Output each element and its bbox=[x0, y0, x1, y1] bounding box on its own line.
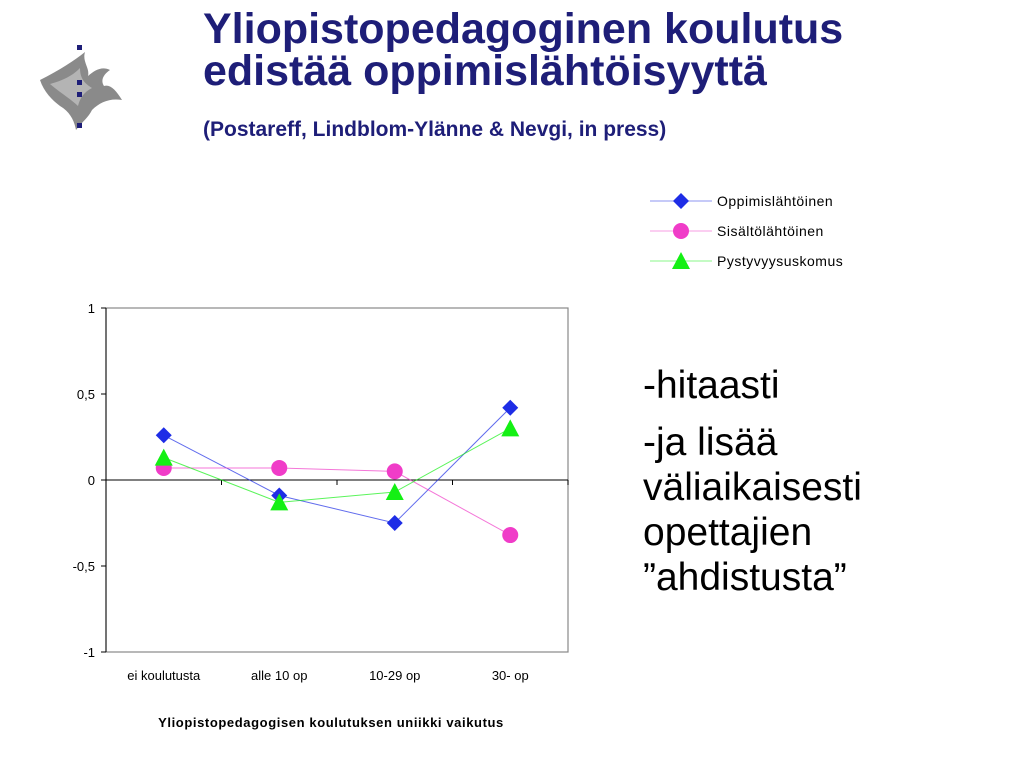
legend-label: Pystyvyysuskomus bbox=[717, 253, 844, 269]
y-tick-label: 1 bbox=[87, 301, 95, 316]
x-tick-label: 10-29 op bbox=[369, 668, 421, 683]
data-point bbox=[271, 460, 287, 476]
y-tick-label: 0 bbox=[87, 473, 95, 488]
y-tick-label: -0,5 bbox=[72, 559, 95, 574]
data-point bbox=[502, 527, 518, 543]
y-tick-label: 0,5 bbox=[76, 387, 95, 402]
slide-notes bbox=[643, 363, 1003, 612]
x-tick-label: alle 10 op bbox=[251, 668, 308, 683]
legend-label: Sisältölähtöinen bbox=[717, 223, 824, 239]
x-tick-label: ei koulutusta bbox=[127, 668, 201, 683]
title-line-1: Yliopistopedagoginen koulutus bbox=[203, 5, 844, 53]
note-item: -hitaasti bbox=[643, 364, 780, 407]
page-subtitle: (Postareff, Lindblom-Ylänne & Nevgi, in press) bbox=[203, 118, 667, 141]
chart-legend bbox=[650, 193, 843, 269]
legend-marker bbox=[673, 223, 689, 239]
note-item: -ja lisää väliaikaisesti opettajien ”ahdistusta” bbox=[643, 421, 862, 599]
x-tick-label: 30- op bbox=[491, 668, 529, 683]
data-point bbox=[387, 463, 403, 479]
legend-label: Oppimislähtöinen bbox=[717, 193, 834, 209]
title-line-2: edistää oppimislähtöisyyttä bbox=[203, 47, 767, 95]
y-tick-label: -1 bbox=[83, 645, 95, 660]
x-axis-label: Yliopistopedagogisen koulutuksen uniikki vaikutus bbox=[158, 715, 504, 730]
legend-marker bbox=[673, 193, 689, 209]
